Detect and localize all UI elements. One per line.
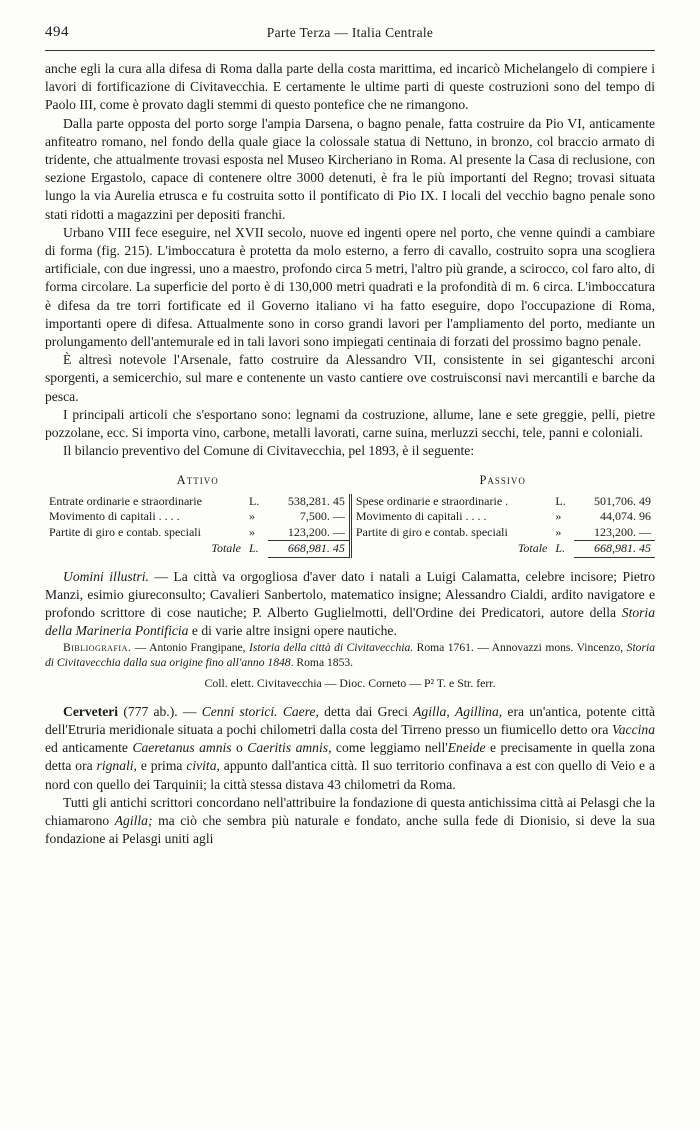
paragraph: È altresì notevole l'Arsenale, fatto costruire da Alessandro VII, consistente in sei giganteschi arconi sporgenti, a semicerchio, sul mare e contenente un vasto cantiere ove costruisconsi navi mercantili e barche da pesca. xyxy=(45,352,655,404)
text: , e prima xyxy=(133,758,187,774)
page-number: 494 xyxy=(45,24,69,40)
passivo-currency: » xyxy=(555,509,562,524)
bibliography xyxy=(45,640,655,670)
work-title: Storia della Marineria Pontificia xyxy=(45,605,655,639)
page-header xyxy=(45,20,655,51)
attivo-label: Partite di giro e contab. speciali xyxy=(49,524,201,539)
passivo-total: 668,981. 45 xyxy=(574,541,655,558)
passivo-currency: » xyxy=(555,524,562,539)
body-text xyxy=(45,60,655,848)
passivo-label: Movimento di capitali . . . . xyxy=(350,509,551,525)
uomini-illustri-paragraph xyxy=(45,568,655,641)
bibliography-label: Bibliografia. xyxy=(63,641,132,655)
paragraph: I principali articoli che s'esportano sono: legnami da costruzione, allume, lane e sete greggie, pelli, pietre pozzolane, ecc. Si importa vino, carbone, metalli lavorati, carne suina, merluzzi secchi, tele, panni e coloniali. xyxy=(45,406,655,441)
attivo-currency: » xyxy=(248,524,255,539)
uomini-text: e di varie altre insigni opere nautiche. xyxy=(188,623,397,639)
total-row xyxy=(45,541,655,558)
population: (777 ab.). — xyxy=(118,703,202,719)
bibliography-text: — Antonio Frangipane, xyxy=(131,641,250,655)
budget-table xyxy=(45,470,655,557)
bibliography-work: Istoria della città di Civitavecchia xyxy=(249,641,411,655)
attivo-value: 7,500. — xyxy=(299,509,345,524)
entry-title: Cerveteri xyxy=(63,703,119,719)
passivo-value: 44,074. 96 xyxy=(600,509,651,524)
text: , appunto dall'antica città. Il suo territorio confinava a est con quello di Veio e a nord con quello dei Tarquinii; la città stessa distava 43 chilometri da Roma. xyxy=(45,758,656,792)
text: , detta dai Greci xyxy=(315,703,414,719)
attivo-value: 123,200. — xyxy=(287,524,345,539)
passivo-value: 123,200. — xyxy=(594,524,651,539)
ital-term: Agilla xyxy=(413,703,447,719)
passivo-label: Partite di giro e contab. speciali xyxy=(350,525,551,541)
section-heading: Cenni storici. xyxy=(201,703,278,719)
uomini-text: — La città va orgogliosa d'aver dato i natali a Luigi Calamatta, celebre incisore; Pietro Manzi, esimio giureconsulto; Cavalieri Sanbertolo, matematico insigne; Alessandro Cialdi, ardito navigatore e profondo scrittore di cose nautiche; P. Alberto Guglielmotti, dell'Ordine dei Predicatori, autore della xyxy=(45,568,656,621)
passivo-total-currency: L. xyxy=(555,541,566,556)
attivo-label: Movimento di capitali . . . . xyxy=(49,509,180,524)
passivo-label: Spese ordinarie e straordinarie . xyxy=(350,494,551,510)
paragraph: Dalla parte opposta del porto sorge l'ampia Darsena, o bagno penale, fatta costruire da Pio VI, anticamente anfiteatro romano, nel fondo della quale giace la colossale statua di Nettuno, in bronzo, col braccio armato di tridente, che attualmente trovasi esposta nel Museo Kircheriano in Roma. Al presente la Casa di reclusione, con sezione Ergastolo, capace di contenere oltre 3000 detenuti, è fra le più importanti del Regno; trovasi situata lungo la via Aurelia etrusca e fu costruita sotto il pontificato di Pio IX. I locali del vecchio bagno penale sono stati ridotti a magazzini per depositi franchi. xyxy=(45,115,655,222)
paragraph: anche egli la cura alla difesa di Roma dalla parte della costa marittima, ed incaricò Michelangelo di compiere i lavori di fortificazione di Civitavecchia. E certamente le ultime parti di queste costruzioni sono del tempo di Paolo III, come è provato dagli stemmi di questo pontefice che ne rimangono. xyxy=(45,61,655,113)
paragraph: Il bilancio preventivo del Comune di Civitavecchia, pel 1893, è il seguente: xyxy=(63,443,475,459)
passivo-value: 501,706. 49 xyxy=(594,493,651,508)
cerveteri-paragraph xyxy=(45,703,655,794)
attivo-value: 538,281. 45 xyxy=(287,493,345,508)
attivo-heading: Attivo xyxy=(176,473,219,488)
text: , come leggiamo nell' xyxy=(328,740,448,756)
uomini-heading: Uomini illustri. xyxy=(63,568,149,584)
passivo-total-label: Totale xyxy=(350,541,551,558)
attivo-label: Entrate ordinarie e straordinarie xyxy=(49,493,202,508)
ital-term: Caeretanus amnis xyxy=(132,740,232,756)
attivo-total: 668,981. 45 xyxy=(268,541,351,558)
text: e precisamente in quella zona detta ora xyxy=(45,740,656,774)
ital-term: civita xyxy=(186,758,217,774)
attivo-currency: » xyxy=(248,509,255,524)
ital-term: Caeritis amnis xyxy=(247,740,329,756)
passivo-currency: L. xyxy=(555,493,566,508)
bibliography-text: . Roma 1853. xyxy=(290,656,354,670)
bibliography-text: . Roma 1761. — Annovazzi mons. Vincenzo, xyxy=(410,641,627,655)
running-title: Parte Terza — Italia Centrale xyxy=(266,25,434,40)
text: ma ciò che sembra più naturale e fondato, anche sulla fede di Dionisio, si deve la sua fondazione ai Pelasgi uniti agli xyxy=(45,812,655,847)
ital-term: Eneide xyxy=(447,740,486,756)
table-row xyxy=(45,525,655,541)
text: Tutti gli antichi scrittori concordano nell'attribuire la fondazione di questa antichissima città ai Pelasgi che la chiamarono xyxy=(45,794,655,828)
text: o xyxy=(231,740,248,756)
ital-term: rignali xyxy=(96,758,134,774)
table-row xyxy=(45,509,655,525)
table-row xyxy=(45,494,655,510)
ital-term: Agillina xyxy=(454,703,499,719)
passivo-heading: Passivo xyxy=(479,473,526,488)
paragraph xyxy=(45,794,655,849)
attivo-total-label: Totale xyxy=(211,541,241,556)
ital-term: Agilla; xyxy=(114,812,153,828)
ital-term: Caere xyxy=(282,703,316,719)
attivo-currency: L. xyxy=(248,493,260,508)
ital-term: Vaccina xyxy=(611,721,655,737)
text: , xyxy=(446,703,455,719)
text: ed anticamente xyxy=(45,740,133,756)
text: , era un'antica, potente città dell'Etruria meridionale situata a pochi chilometri dalla costa del Tirreno presso un fiumicello detto ora xyxy=(45,703,656,737)
attivo-total-currency: L. xyxy=(248,541,259,556)
bibliography-work: Storia di Civitavecchia dalla sua origine fino all'anno 1848 xyxy=(45,641,655,670)
paragraph: Urbano VIII fece eseguire, nel XVII secolo, nuove ed ingenti opere nel porto, che venne quindi a cambiare di forma (fig. 215). L'imboccatura è protetta da molo esterno, a ferro di cavallo, costruito sopra una scogliera artificiale, con due ingressi, uno a maestro, profondo circa 5 metri, l'altro più grande, a scirocco, col faro alto, di forma circolare. La superficie del porto è di 130,000 metri quadrati e la profondità di m. 6 circa. L'imboccatura è difesa da tre torri fortificate ed il Governo italiano vi ha fatto eseguire, dopo l'occupazione di Roma, importanti opere di difesa. Attualmente sono in corso grandi lavori per l'ampliamento del porto, mediante un prolungamento dell'antemurale ed in tali lavori sono impiegati centinaia di forzati del prossimo bagno penale. xyxy=(45,224,655,350)
electoral-college: Coll. elett. Civitavecchia — Dioc. Corneto — P² T. e Str. ferr. xyxy=(204,676,496,691)
